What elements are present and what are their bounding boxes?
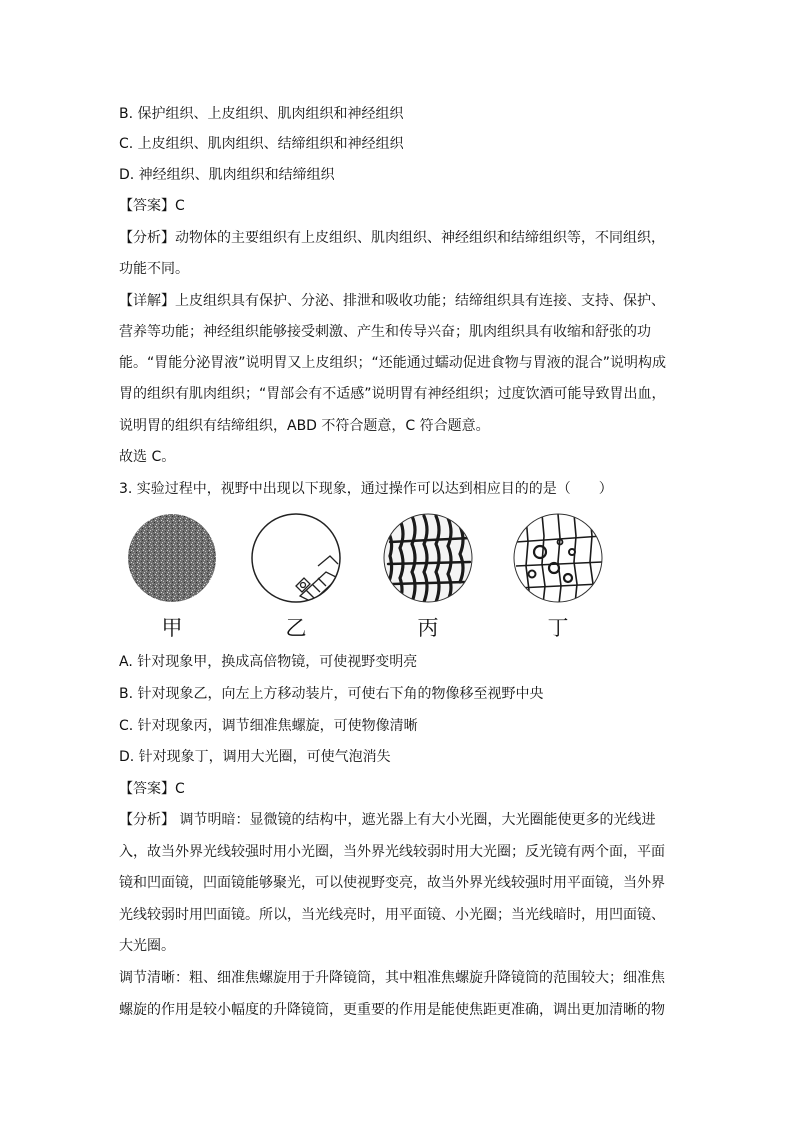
option-b: B. 保护组织、上皮组织、肌肉组织和神经组织 [119, 106, 404, 122]
option-c: C. 针对现象丙，调节细准焦螺旋，可使物像清晰 [119, 718, 418, 734]
focus-line: 螺旋的作用是较小幅度的升降镜筒，更重要的作用是能使焦距更准确，调出更加清晰的物 [119, 1002, 665, 1018]
figure-ding [512, 512, 604, 640]
explanation-line: 胃的组织有肌肉组织；“胃部会有不适感”说明胃有神经组织；过度饮酒可能导致胃出血， [119, 386, 666, 402]
option-d: D. 针对现象丁，调用大光圈，可使气泡消失 [119, 749, 391, 765]
analysis-line: 镜和凹面镜，凹面镜能够聚光，可以使视野变亮，故当外界光线较强时用平面镜，当外界 [119, 875, 665, 891]
blurry-cells-image [382, 512, 474, 604]
option-c: C. 上皮组织、肌肉组织、结缔组织和神经组织 [119, 136, 404, 152]
figure-label-ding: 丁 [547, 616, 569, 640]
answer-label: 【答案】C [119, 198, 185, 214]
figure-yi [250, 512, 342, 640]
option-a: A. 针对现象甲，换成高倍物镜，可使视野变明亮 [119, 654, 418, 670]
analysis-line: 大光圈。 [119, 938, 175, 954]
figure-label-bing: 丙 [417, 616, 439, 640]
answer-label: 【答案】C [119, 781, 185, 797]
dark-field-image [126, 512, 218, 604]
cells-lower-right-image [250, 512, 342, 604]
option-d: D. 神经组织、肌肉组织和结缔组织 [119, 167, 335, 183]
cells-with-bubbles-image [512, 512, 604, 604]
analysis-line: 光线较弱时用凹面镜。所以，当光线亮时，用平面镜、小光圈；当光线暗时，用凹面镜、 [119, 907, 665, 923]
figure-bing [382, 512, 474, 640]
explanation-line: 营养等功能；神经组织能够接受刺激、产生和传导兴奋；肌肉组织具有收缩和舒张的功 [119, 324, 651, 340]
figure-label-jia: 甲 [161, 616, 183, 640]
analysis-line: 【分析】 调节明暗：显微镜的结构中，遮光器上有大小光圈，大光圈能使更多的光线进 [119, 812, 656, 828]
figure-jia [126, 512, 218, 640]
focus-line: 调节清晰：粗、细准焦螺旋用于升降镜筒，其中粗准焦螺旋升降镜筒的范围较大；细准焦 [119, 970, 665, 986]
figure-label-yi: 乙 [285, 616, 307, 640]
analysis-line: 功能不同。 [119, 261, 189, 277]
explanation-line: 能。“胃能分泌胃液”说明胃又上皮组织；“还能通过蠕动促进食物与胃液的混合”说明构成 [119, 355, 667, 371]
conclusion-line: 故选 C。 [119, 449, 176, 465]
explanation-line: 【详解】上皮组织具有保护、分泌、排泄和吸收功能；结缔组织具有连接、支持、保护、 [119, 293, 665, 309]
option-b: B. 针对现象乙，向左上方移动装片，可使右下角的物像移至视野中央 [119, 686, 544, 702]
analysis-line: 入，故当外界光线较强时用小光圈，当外界光线较弱时用大光圈；反光镜有两个面，平面 [119, 844, 665, 860]
microscope-figures [120, 512, 620, 642]
explanation-line: 说明胃的组织有结缔组织，ABD 不符合题意，C 符合题意。 [119, 418, 490, 434]
question-3-stem: 3. 实验过程中，视野中出现以下现象，通过操作可以达到相应目的的是（ ） [119, 481, 613, 497]
analysis-line: 【分析】动物体的主要组织有上皮组织、肌肉组织、神经组织和结缔组织等，不同组织， [119, 230, 665, 246]
